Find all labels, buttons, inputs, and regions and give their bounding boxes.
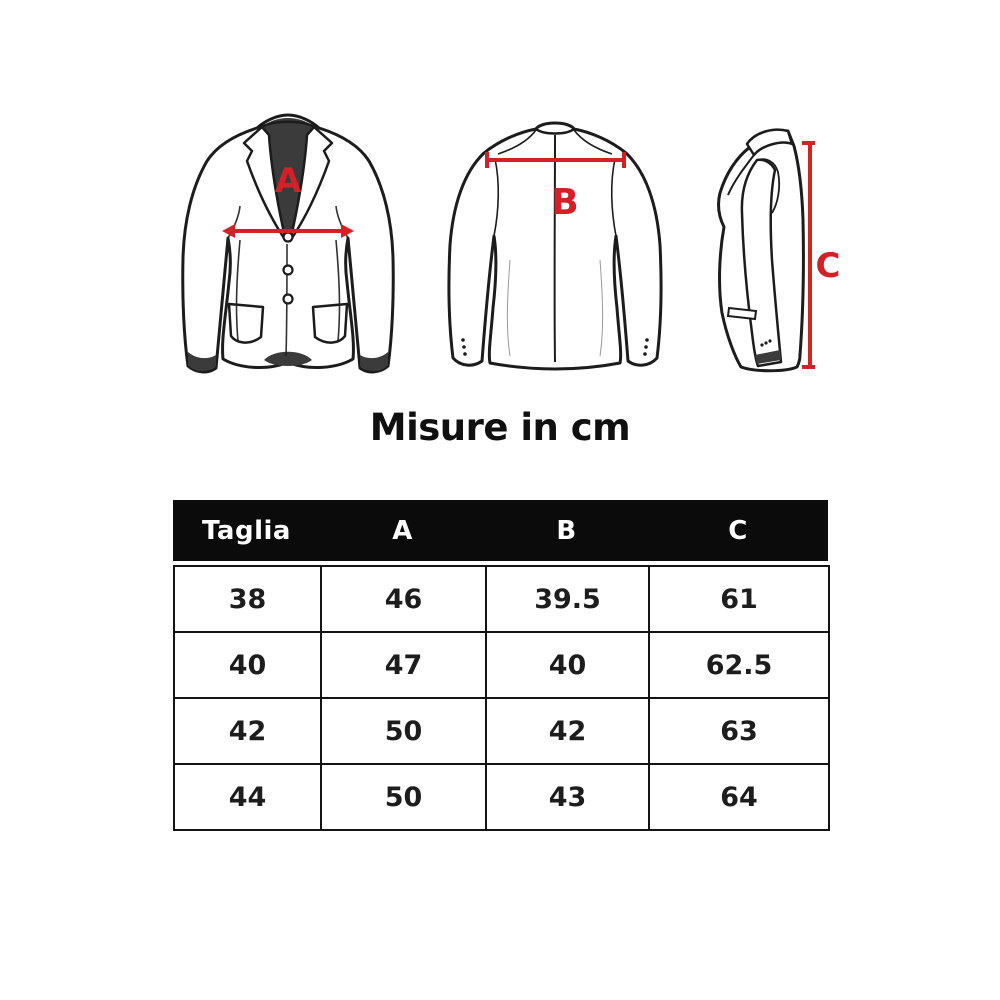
size-cell: 42 [174, 698, 321, 764]
measure-cell: 61 [649, 566, 829, 632]
size-cell: 38 [174, 566, 321, 632]
measure-cell: 47 [321, 632, 486, 698]
measure-label-b: B [551, 182, 579, 223]
measure-cell: 42 [486, 698, 649, 764]
measure-cell: 63 [649, 698, 829, 764]
column-header-b: B [556, 515, 577, 546]
measure-cell: 64 [649, 764, 829, 830]
front-pocket-left [229, 304, 263, 343]
measure-label-c: C [815, 246, 841, 286]
measure-cell: 46 [321, 566, 486, 632]
measure-cell: 62.5 [649, 632, 829, 698]
table-row [174, 698, 829, 764]
front-pocket-right [313, 304, 347, 343]
table-row [174, 764, 829, 830]
front-button-2 [284, 266, 293, 275]
measure-cell: 50 [321, 698, 486, 764]
size-table-header [173, 500, 828, 561]
front-button-1 [284, 233, 293, 242]
size-table-body [173, 565, 830, 831]
front-button-3 [284, 295, 293, 304]
measure-cell: 40 [486, 632, 649, 698]
page-title: Misure in cm [369, 406, 631, 449]
jacket-front-illustration [178, 108, 398, 388]
measure-cell: 50 [321, 764, 486, 830]
measure-cell: 39.5 [486, 566, 649, 632]
table-row [174, 566, 829, 632]
side-pocket [728, 308, 756, 319]
measure-cell: 43 [486, 764, 649, 830]
size-cell: 44 [174, 764, 321, 830]
jacket-back-illustration [440, 110, 670, 380]
size-cell: 40 [174, 632, 321, 698]
measure-label-a: A [274, 161, 302, 201]
column-header-a: A [392, 515, 413, 546]
size-table [173, 500, 828, 831]
table-row [174, 632, 829, 698]
column-header-taglia: Taglia [202, 515, 291, 546]
jacket-side-illustration [695, 115, 845, 380]
column-header-c: C [728, 515, 748, 546]
